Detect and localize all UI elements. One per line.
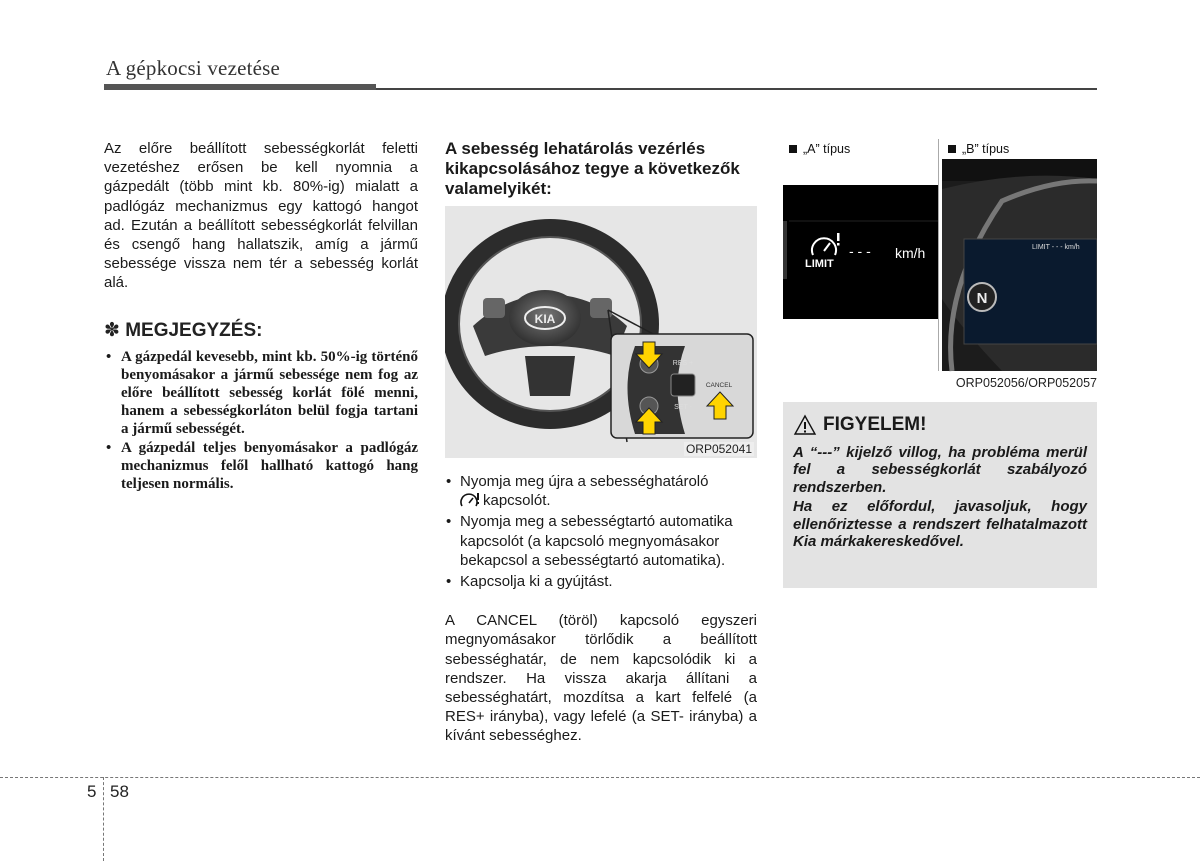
page-number: 58 [110,782,129,801]
warning-text: Ha ez előfordul, javasoljuk, hogy ellenőriztesse a rendszert felhatalmazott Kia márkakereskedővel. [793,498,1087,551]
limit-dashes: - - - [849,243,871,259]
set-label: SET - [674,404,692,411]
chapter-number: 5 [87,782,97,801]
res-label: RES + [672,360,694,367]
right-column [783,139,1097,588]
middle-column [445,139,757,761]
panel-a [783,139,938,392]
panel-b [942,139,1097,392]
instruction-list [445,472,757,591]
list-item: • Nyomja meg újra a sebességhatároló kapcsolót. [445,472,757,510]
note-title: ✽ MEGJEGYZÉS: [104,319,263,341]
left-column [104,139,418,493]
note-list [104,348,418,494]
footer-rule [0,777,1200,778]
steering-wheel-figure [445,206,757,458]
warning-box [783,402,1097,588]
figure-code: ORP052041 [685,442,752,456]
limit-label: LIMIT [805,258,834,270]
footer-divider [103,777,104,861]
note-item: • A gázpedál teljes benyomásakor a padlógáz mechanizmus felől hallható kattogó hang teljesen normális. [104,439,418,494]
steering-wheel-illustration [445,206,757,458]
panel-a-label: „A” típus [803,142,851,156]
warning-title: FIGYELEM! [823,414,927,435]
header-rule [376,88,1097,90]
page-title: A gépkocsi vezetése [106,56,281,80]
display-panels [783,139,1097,392]
note-item: • A gázpedál kevesebb, mint kb. 50%-ig történő benyomásakor a jármű sebessége nem fog az előre beállított sebesség korlát fölé menni, hanem a sebességkorláton belül fogja tartani a jármű sebességét. [104,348,418,439]
panel-b-label: „B” típus [962,142,1010,156]
type-a-display [783,139,938,392]
intro-paragraph: Az előre beállított sebességkorlát feletti vezetéshez erősen be kell nyomnia a gázpedált (több mint kb. 80%-ig) mialatt a padlógáz mechanizmus egy kattogó hangot ad. Ezután a beállított sebességkorlát felvillan és csengő hang hallatszik, amíg a jármű sebessége vissza nem tér a sebesség korlát alá. [104,140,418,292]
header-bar [104,84,376,90]
list-item: • Kapcsolja ki a gyújtást. [445,572,757,591]
speed-limiter-icon [460,492,480,508]
type-b-display [942,139,1097,392]
cancel-label: CANCEL [705,382,733,389]
gear-indicator: N [976,290,988,307]
cancel-paragraph: A CANCEL (töröl) kapcsoló egyszeri megnyomásakor törlődik a beállított sebességhatár, de nem kapcsolódik ki a rendszer. Ha vissza akarja állítani a sebességhatárt, mozdítsa a kart felfelé (a RES+ irányba), vagy lefelé (a SET- irányba) a kívánt sebességhez. [445,612,757,745]
list-item: • Nyomja meg a sebességtartó automatika kapcsolót (a kapcsoló megnyomásakor bekapcsol a sebességtartó automatika). [445,512,757,570]
warning-text: A “---” kijelző villog, ha probléma merül fel a sebességkorlát szabályozó rendszerben. [793,444,1087,496]
warning-icon [793,414,817,436]
kia-logo: KIA [534,312,556,326]
figure-code: ORP052056/ORP052057 [955,376,1097,390]
limit-readout: LIMIT - - - km/h [1032,244,1080,251]
unit-label: km/h [895,245,926,261]
section-heading: A sebesség lehatárolás vezérlés kikapcsolásához tegye a következők valamelyikét: [445,139,740,198]
